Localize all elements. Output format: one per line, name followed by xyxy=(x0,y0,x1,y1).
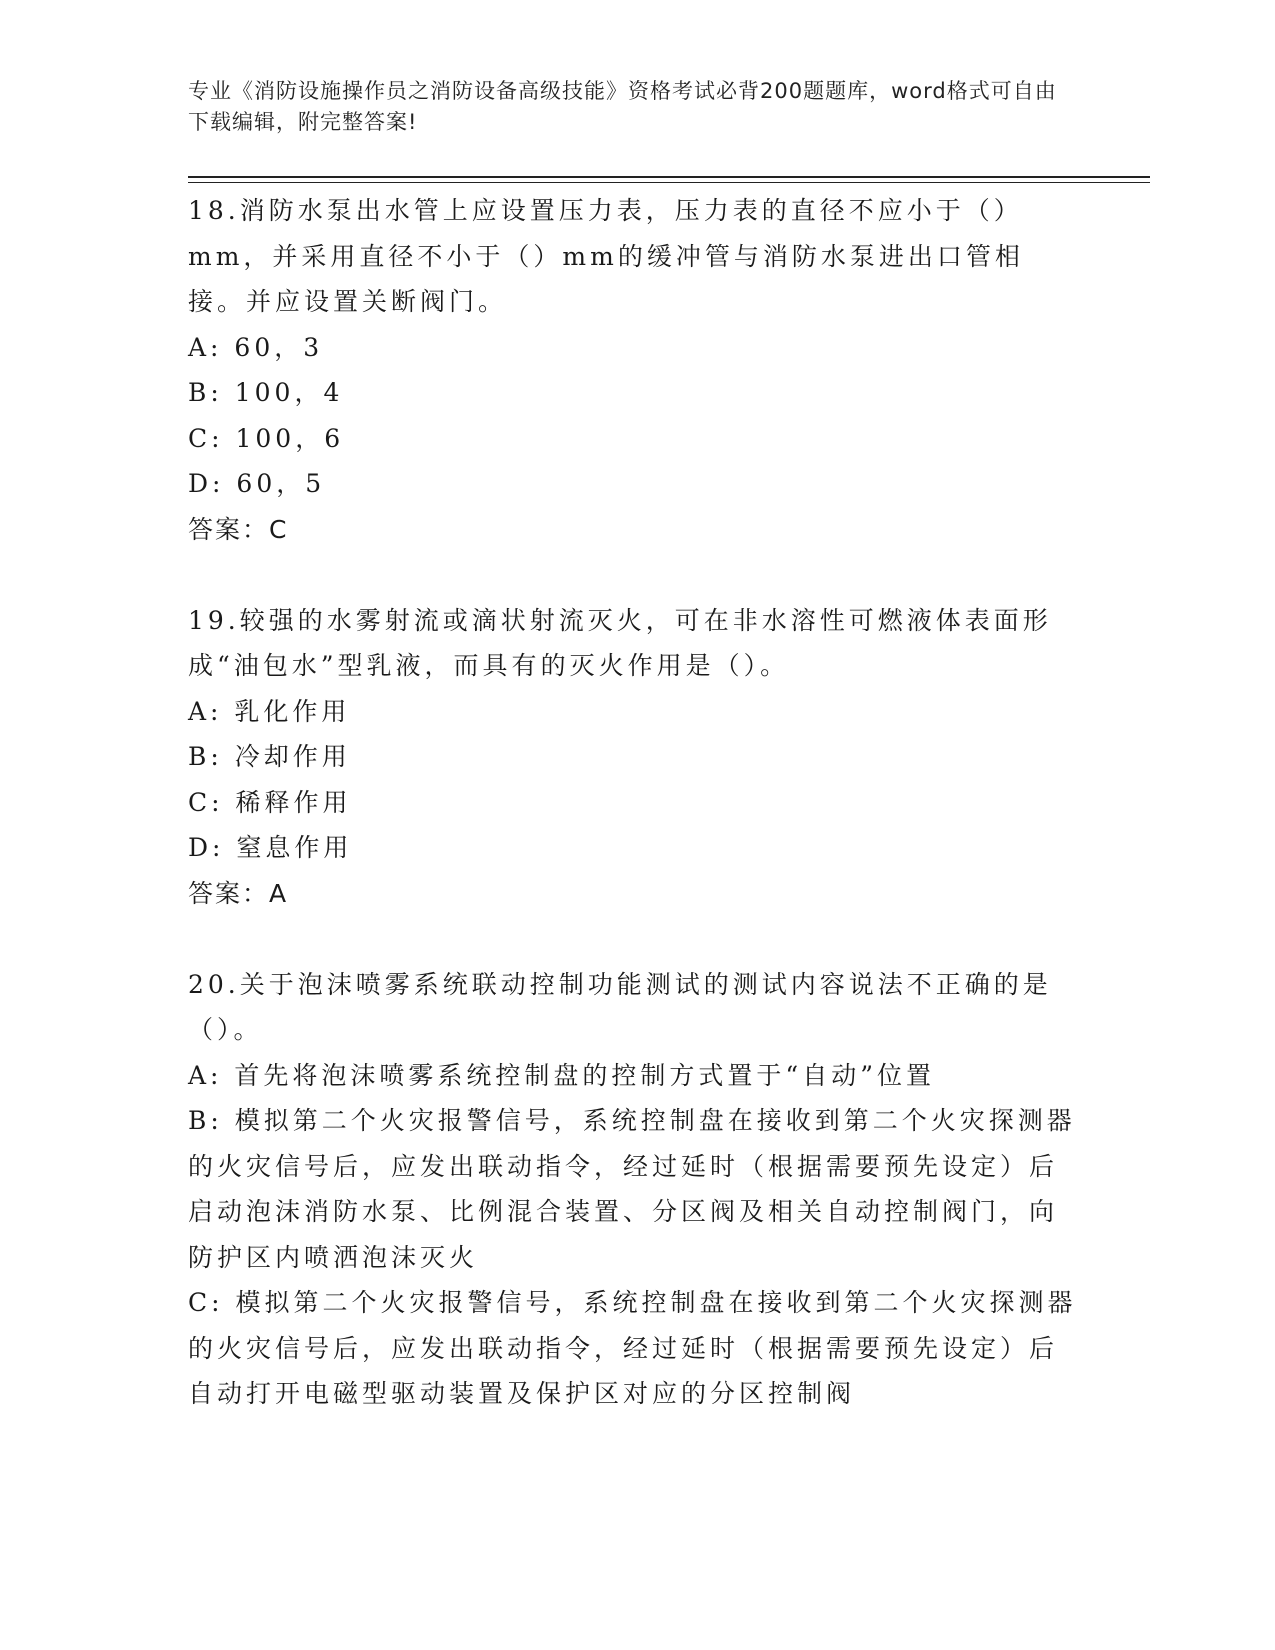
question-text: 20.关于泡沫喷雾系统联动控制功能测试的测试内容说法不正确的是（）。 xyxy=(188,969,1052,1044)
option-b: B: 冷却作用 xyxy=(188,742,351,771)
option-b: B: 100，4 xyxy=(188,378,344,407)
question-text: 19.较强的水雾射流或滴状射流灭火，可在非水溶性可燃液体表面形成“油包水”型乳液，而具有的灭火作用是（）。 xyxy=(188,605,1052,680)
option-a: A: 乳化作用 xyxy=(188,696,351,726)
option-c: C: 100，6 xyxy=(188,423,345,453)
question-spacer xyxy=(188,552,1078,598)
answer: 答案：C xyxy=(188,514,289,544)
option-c: C: 模拟第二个火灾报警信号，系统控制盘在接收到第二个火灾探测器的火灾信号后，应发出联动指令，经过延时（根据需要预先设定）后自动打开电磁型驱动装置及保护区对应的分区控制阀 xyxy=(188,1288,1077,1408)
question-19 xyxy=(188,598,1078,917)
document-header: 专业《消防设施操作员之消防设备高级技能》资格考试必背200题题库，word格式可自由下载编辑，附完整答案! xyxy=(188,79,1057,134)
option-a: A: 60，3 xyxy=(188,332,324,362)
option-c: C: 稀释作用 xyxy=(188,787,352,817)
header-divider-thin xyxy=(188,182,1150,183)
option-d: D: 窒息作用 xyxy=(188,833,353,862)
option-b: B: 模拟第二个火灾报警信号，系统控制盘在接收到第二个火灾探测器的火灾信号后，应发出联动指令，经过延时（根据需要预先设定）后启动泡沫消防水泵、比例混合装置、分区阀及相关自动控制阀门，向防护区内喷洒泡沫灭火 xyxy=(188,1106,1076,1272)
question-list xyxy=(188,188,1078,1417)
option-a: A: 首先将泡沫喷雾系统控制盘的控制方式置于“自动”位置 xyxy=(188,1060,935,1090)
question-20 xyxy=(188,962,1078,1417)
question-text: 18.消防水泵出水管上应设置压力表，压力表的直径不应小于（）mm，并采用直径不小于（）mm的缓冲管与消防水泵进出口管相接。并应设置关断阀门。 xyxy=(188,196,1024,316)
question-spacer xyxy=(188,916,1078,962)
answer: 答案：A xyxy=(188,878,289,908)
header-divider-thick xyxy=(188,176,1150,178)
option-d: D: 60，5 xyxy=(188,469,326,498)
question-18 xyxy=(188,188,1078,552)
